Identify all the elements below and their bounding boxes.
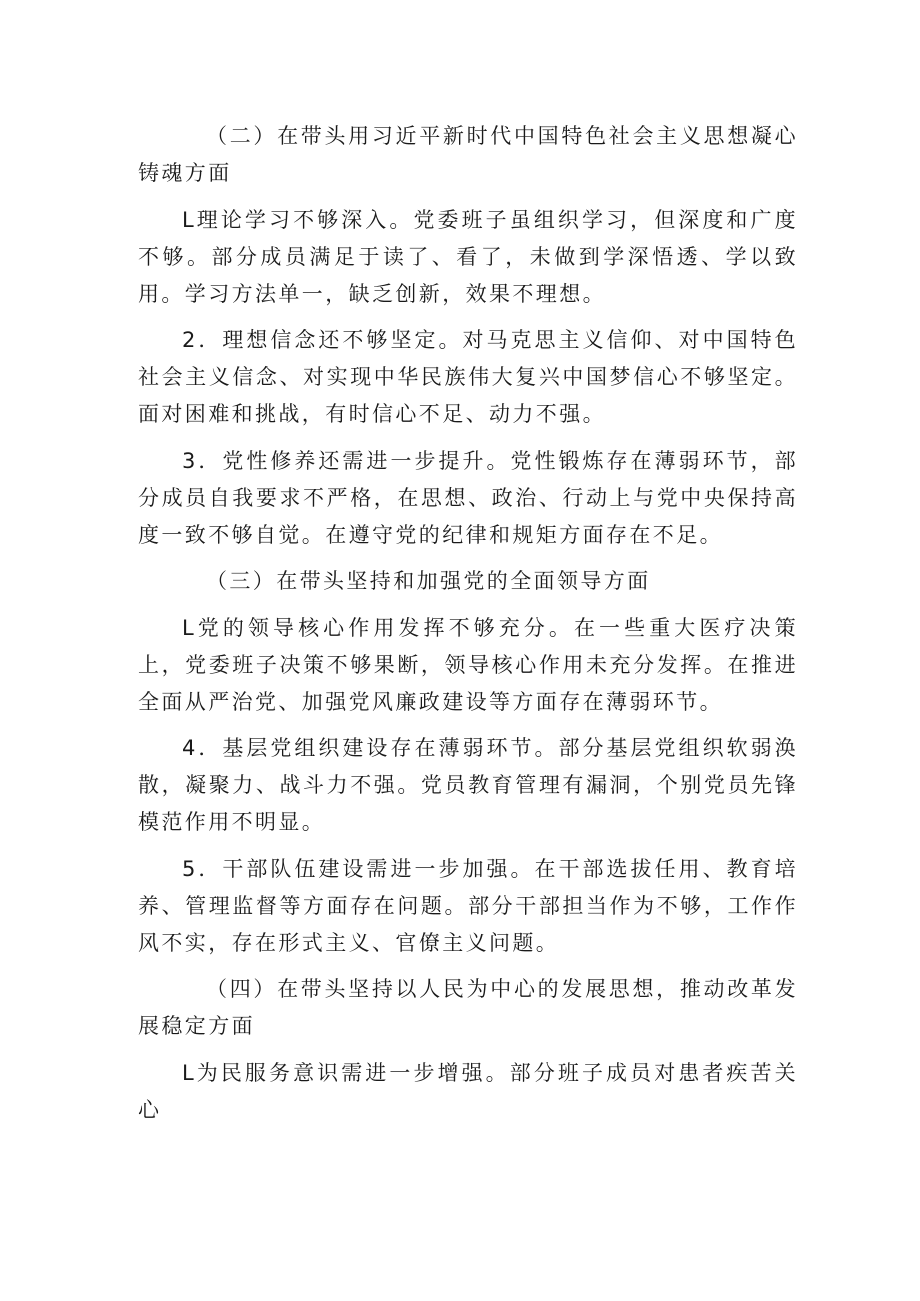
paragraph-item: 4．基层党组织建设存在薄弱环节。部分基层党组织软弱涣散，凝聚力、战斗力不强。党员教育管理有漏洞，个别党员先锋模范作用不明显。 [138,736,798,834]
paragraph-item: L党的领导核心作用发挥不够充分。在一些重大医疗决策上，党委班子决策不够果断，领导核心作用未充分发挥。在推进全面从严治党、加强党风廉政建设等方面存在薄弱环节。 [138,615,798,714]
paragraph-item: 5．干部队伍建设需进一步加强。在干部选拔任用、教育培养、管理监督等方面存在问题。部分干部担当作为不够，工作作风不实，存在形式主义、官僚主义问题。 [138,856,798,955]
paragraph-item: L为民服务意识需进一步增强。部分班子成员对患者疾苦关心 [138,1060,798,1122]
section-heading-2: （二）在带头用习近平新时代中国特色社会主义思想凝心铸魂方面 [138,124,798,185]
paragraph-item: 3．党性修养还需进一步提升。党性锻炼存在薄弱环节，部分成员自我要求不严格，在思想、政治、行动上与党中央保持高度一致不够自觉。在遵守党的纪律和规矩方面存在不足。 [138,448,798,547]
paragraph-item: L理论学习不够深入。党委班子虽组织学习，但深度和广度不够。部分成员满足于读了、看了，未做到学深悟透、学以致用。学习方法单一，缺乏创新，效果不理想。 [138,207,798,306]
document-body [138,118,798,1138]
section-heading-4: （四）在带头坚持以人民为中心的发展思想，推动改革发展稳定方面 [138,977,798,1038]
section-heading-3: （三）在带头坚持和加强党的全面领导方面 [206,569,651,593]
paragraph-item: 2．理想信念还不够坚定。对马克思主义信仰、对中国特色社会主义信念、对实现中华民族伟大复兴中国梦信心不够坚定。面对困难和挑战，有时信心不足、动力不强。 [138,328,798,426]
